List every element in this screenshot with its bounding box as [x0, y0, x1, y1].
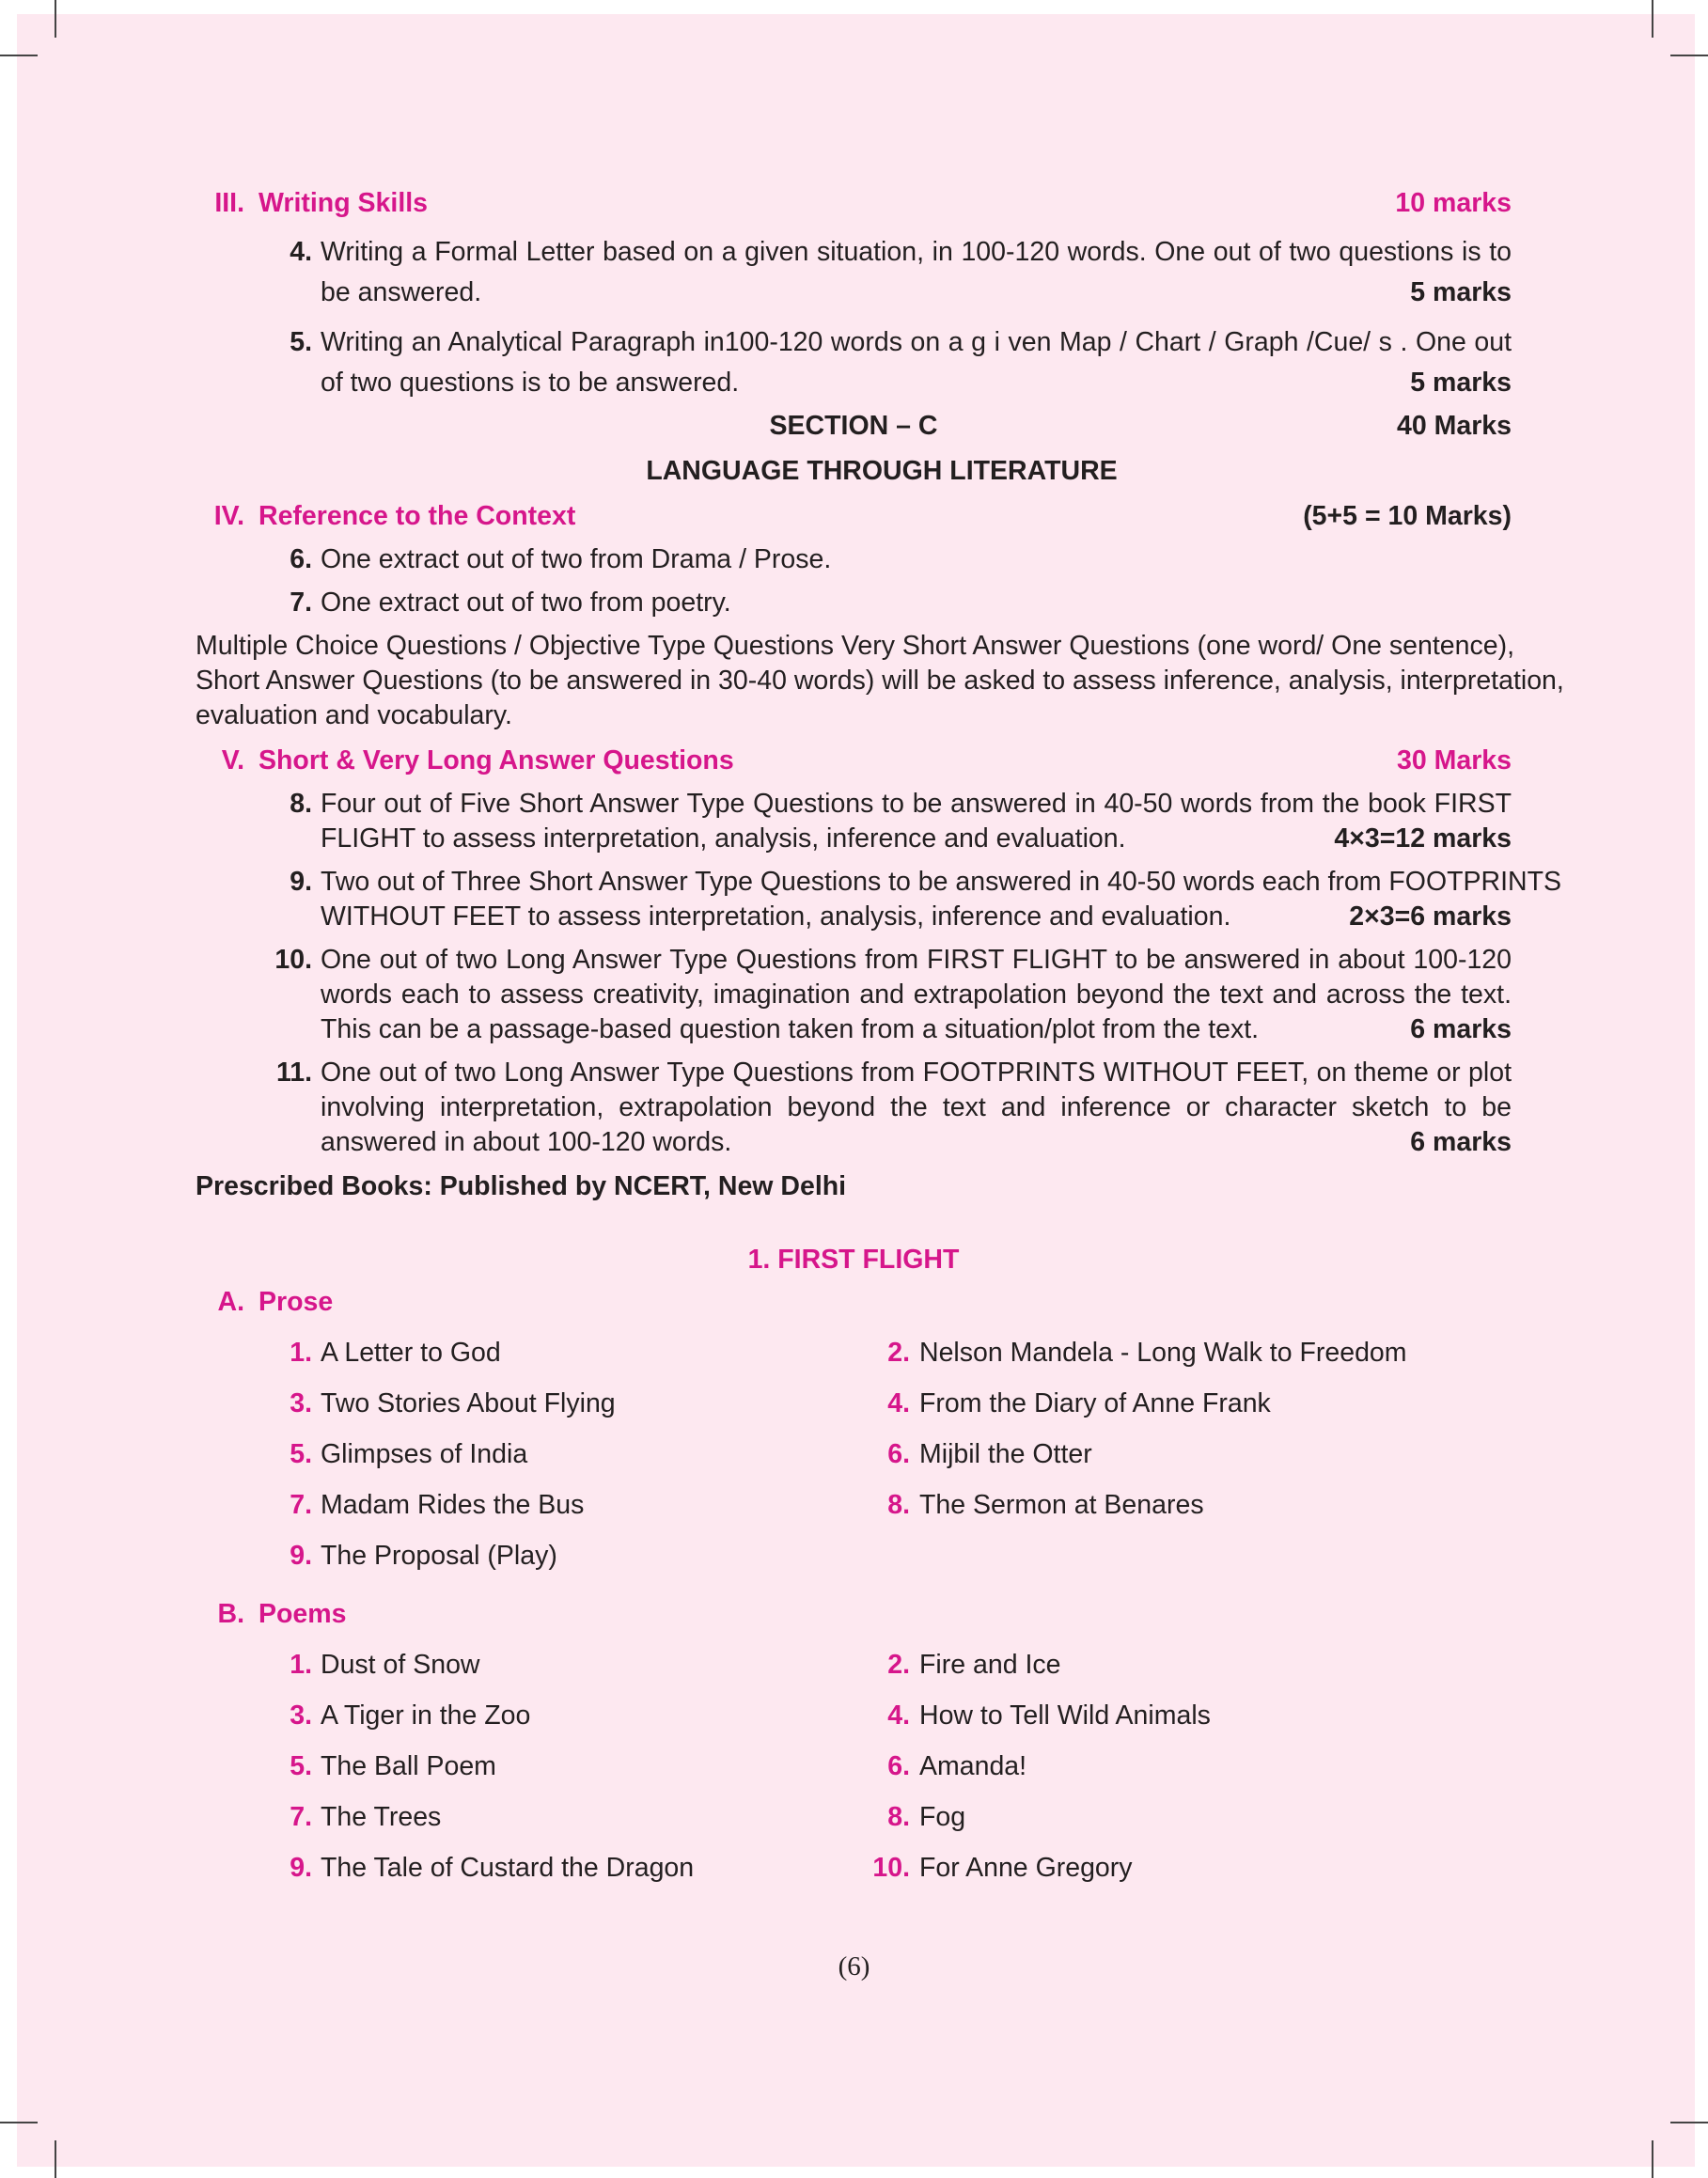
section-number: IV. [213, 501, 244, 531]
question-text: One out of two Long Answer Type Questions from FIRST FLIGHT to be answered in about 100-120 [321, 945, 1512, 975]
question-number: 7. [290, 588, 312, 618]
item-title: From the Diary of Anne Frank [919, 1388, 1271, 1418]
question-text: of two questions is to be answered. [321, 368, 740, 398]
item-number: 7. [290, 1802, 312, 1832]
item-number: 4. [887, 1388, 910, 1418]
paragraph-line: evaluation and vocabulary. [196, 700, 512, 730]
question-item [196, 943, 1512, 1047]
item-number: 6. [887, 1439, 910, 1469]
crop-mark [1670, 55, 1708, 56]
question-marks: 6 marks [1410, 1014, 1512, 1044]
question-number: 8. [290, 789, 312, 819]
section-number: V. [221, 745, 244, 776]
crop-mark [55, 0, 56, 38]
question-number: 6. [290, 544, 312, 574]
item-number: 6. [887, 1751, 910, 1781]
question-text: Writing an Analytical Paragraph in100-120 words on a g i ven Map / Chart / Graph /Cue/ s . One out [321, 327, 1512, 357]
question-text: One extract out of two from Drama / Prose. [321, 544, 832, 574]
question-item [196, 235, 1512, 320]
question-item [196, 1056, 1512, 1160]
item-title: The Tale of Custard the Dragon [321, 1853, 695, 1883]
question-marks: 2×3=6 marks [1349, 901, 1512, 932]
item-title: Nelson Mandela - Long Walk to Freedom [919, 1338, 1407, 1368]
question-text: FLIGHT to assess interpretation, analysis, inference and evaluation. [321, 823, 1126, 854]
item-title: The Sermon at Benares [919, 1490, 1204, 1520]
prescribed-text: Prescribed Books: Published by NCERT, New Delhi [196, 1171, 847, 1201]
question-item [196, 787, 1512, 856]
crop-mark [0, 2122, 38, 2123]
page-number: (6) [838, 1951, 870, 1982]
item-title: The Trees [321, 1802, 442, 1832]
section-c-title: SECTION – C [769, 411, 938, 441]
item-number: 5. [290, 1439, 312, 1469]
item-title: The Proposal (Play) [321, 1541, 557, 1571]
item-number: 9. [290, 1541, 312, 1571]
question-text: Two out of Three Short Answer Type Questions to be answered in 40-50 words each from FOOTPRINTS [321, 867, 1562, 897]
item-number: 1. [290, 1650, 312, 1680]
item-number: 7. [290, 1490, 312, 1520]
question-marks: 5 marks [1410, 277, 1512, 307]
item-title: Madam Rides the Bus [321, 1490, 585, 1520]
section-marks: (5+5 = 10 Marks) [1303, 501, 1512, 531]
question-text: WITHOUT FEET to assess interpretation, analysis, inference and evaluation. [321, 901, 1231, 932]
item-number: 3. [290, 1388, 312, 1418]
crop-mark [1652, 0, 1653, 38]
subsection-label: A. [217, 1287, 244, 1317]
question-item [196, 865, 1562, 934]
question-text: be answered. [321, 277, 482, 307]
item-number: 8. [887, 1490, 910, 1520]
item-number: 5. [290, 1751, 312, 1781]
crop-mark [1652, 2140, 1653, 2178]
section-marks: 30 Marks [1396, 745, 1512, 776]
item-title: A Letter to God [321, 1338, 501, 1368]
section-title: Writing Skills [259, 188, 429, 218]
question-text: This can be a passage-based question taken from a situation/plot from the text. [321, 1014, 1260, 1044]
item-number: 1. [290, 1338, 312, 1368]
item-number: 10. [872, 1853, 910, 1883]
question-number: 4. [290, 237, 312, 267]
item-title: Glimpses of India [321, 1439, 528, 1469]
section-c-marks: 40 Marks [1396, 411, 1512, 441]
item-title: The Ball Poem [321, 1751, 496, 1781]
question-marks: 4×3=12 marks [1334, 823, 1512, 854]
question-item [196, 325, 1512, 410]
crop-mark [1670, 2122, 1708, 2123]
question-text: One out of two Long Answer Type Questions from FOOTPRINTS WITHOUT FEET, on theme or plot [321, 1058, 1512, 1088]
paragraph-line: Multiple Choice Questions / Objective Type Questions Very Short Answer Questions (one word/ One sentence), [196, 631, 1515, 661]
question-number: 11. [275, 1058, 312, 1088]
item-title: Fog [919, 1802, 966, 1832]
item-title: For Anne Gregory [919, 1853, 1133, 1883]
subsection-label: B. [217, 1599, 244, 1629]
subsection-title: Poems [259, 1599, 347, 1629]
question-number: 10. [274, 945, 312, 975]
question-text: answered in about 100-120 words. [321, 1127, 732, 1157]
book-title-text: 1. FIRST FLIGHT [747, 1245, 960, 1275]
question-number: 5. [290, 327, 312, 357]
item-number: 2. [887, 1338, 910, 1368]
item-title: Mijbil the Otter [919, 1439, 1092, 1469]
item-title: Dust of Snow [321, 1650, 480, 1680]
instruction-paragraph [196, 629, 1564, 733]
question-text: Writing a Formal Letter based on a given situation, in 100-120 words. One out of two questions is to [321, 237, 1512, 267]
section-number: III. [214, 188, 244, 218]
crop-mark [0, 55, 38, 56]
crop-mark [55, 2140, 56, 2178]
item-number: 2. [887, 1650, 910, 1680]
subsection-title: Prose [259, 1287, 334, 1317]
question-marks: 5 marks [1410, 368, 1512, 398]
item-number: 3. [290, 1700, 312, 1731]
question-text: One extract out of two from poetry. [321, 588, 731, 618]
item-title: Fire and Ice [919, 1650, 1061, 1680]
item-number: 9. [290, 1853, 312, 1883]
question-marks: 6 marks [1410, 1127, 1512, 1157]
section-title: Reference to the Context [259, 501, 576, 531]
section-marks: 10 marks [1395, 188, 1512, 218]
item-number: 4. [887, 1700, 910, 1731]
subtitle-text: LANGUAGE THROUGH LITERATURE [646, 456, 1118, 486]
paragraph-line: Short Answer Questions (to be answered in 30-40 words) will be asked to assess inference, analysis, interpretation, [196, 666, 1564, 696]
question-text: Four out of Five Short Answer Type Questions to be answered in 40-50 words from the book FIRST [321, 789, 1512, 819]
item-title: Amanda! [919, 1751, 1027, 1781]
question-number: 9. [290, 867, 312, 897]
item-title: Two Stories About Flying [321, 1388, 616, 1418]
section-title: Short & Very Long Answer Questions [259, 745, 734, 776]
question-text: words each to assess creativity, imagination and extrapolation beyond the text and across the text. [321, 979, 1512, 1010]
item-title: How to Tell Wild Animals [919, 1700, 1211, 1731]
item-title: A Tiger in the Zoo [321, 1700, 531, 1731]
item-number: 8. [887, 1802, 910, 1832]
question-text: involving interpretation, extrapolation beyond the text and inference or character sketch to be [321, 1092, 1512, 1122]
